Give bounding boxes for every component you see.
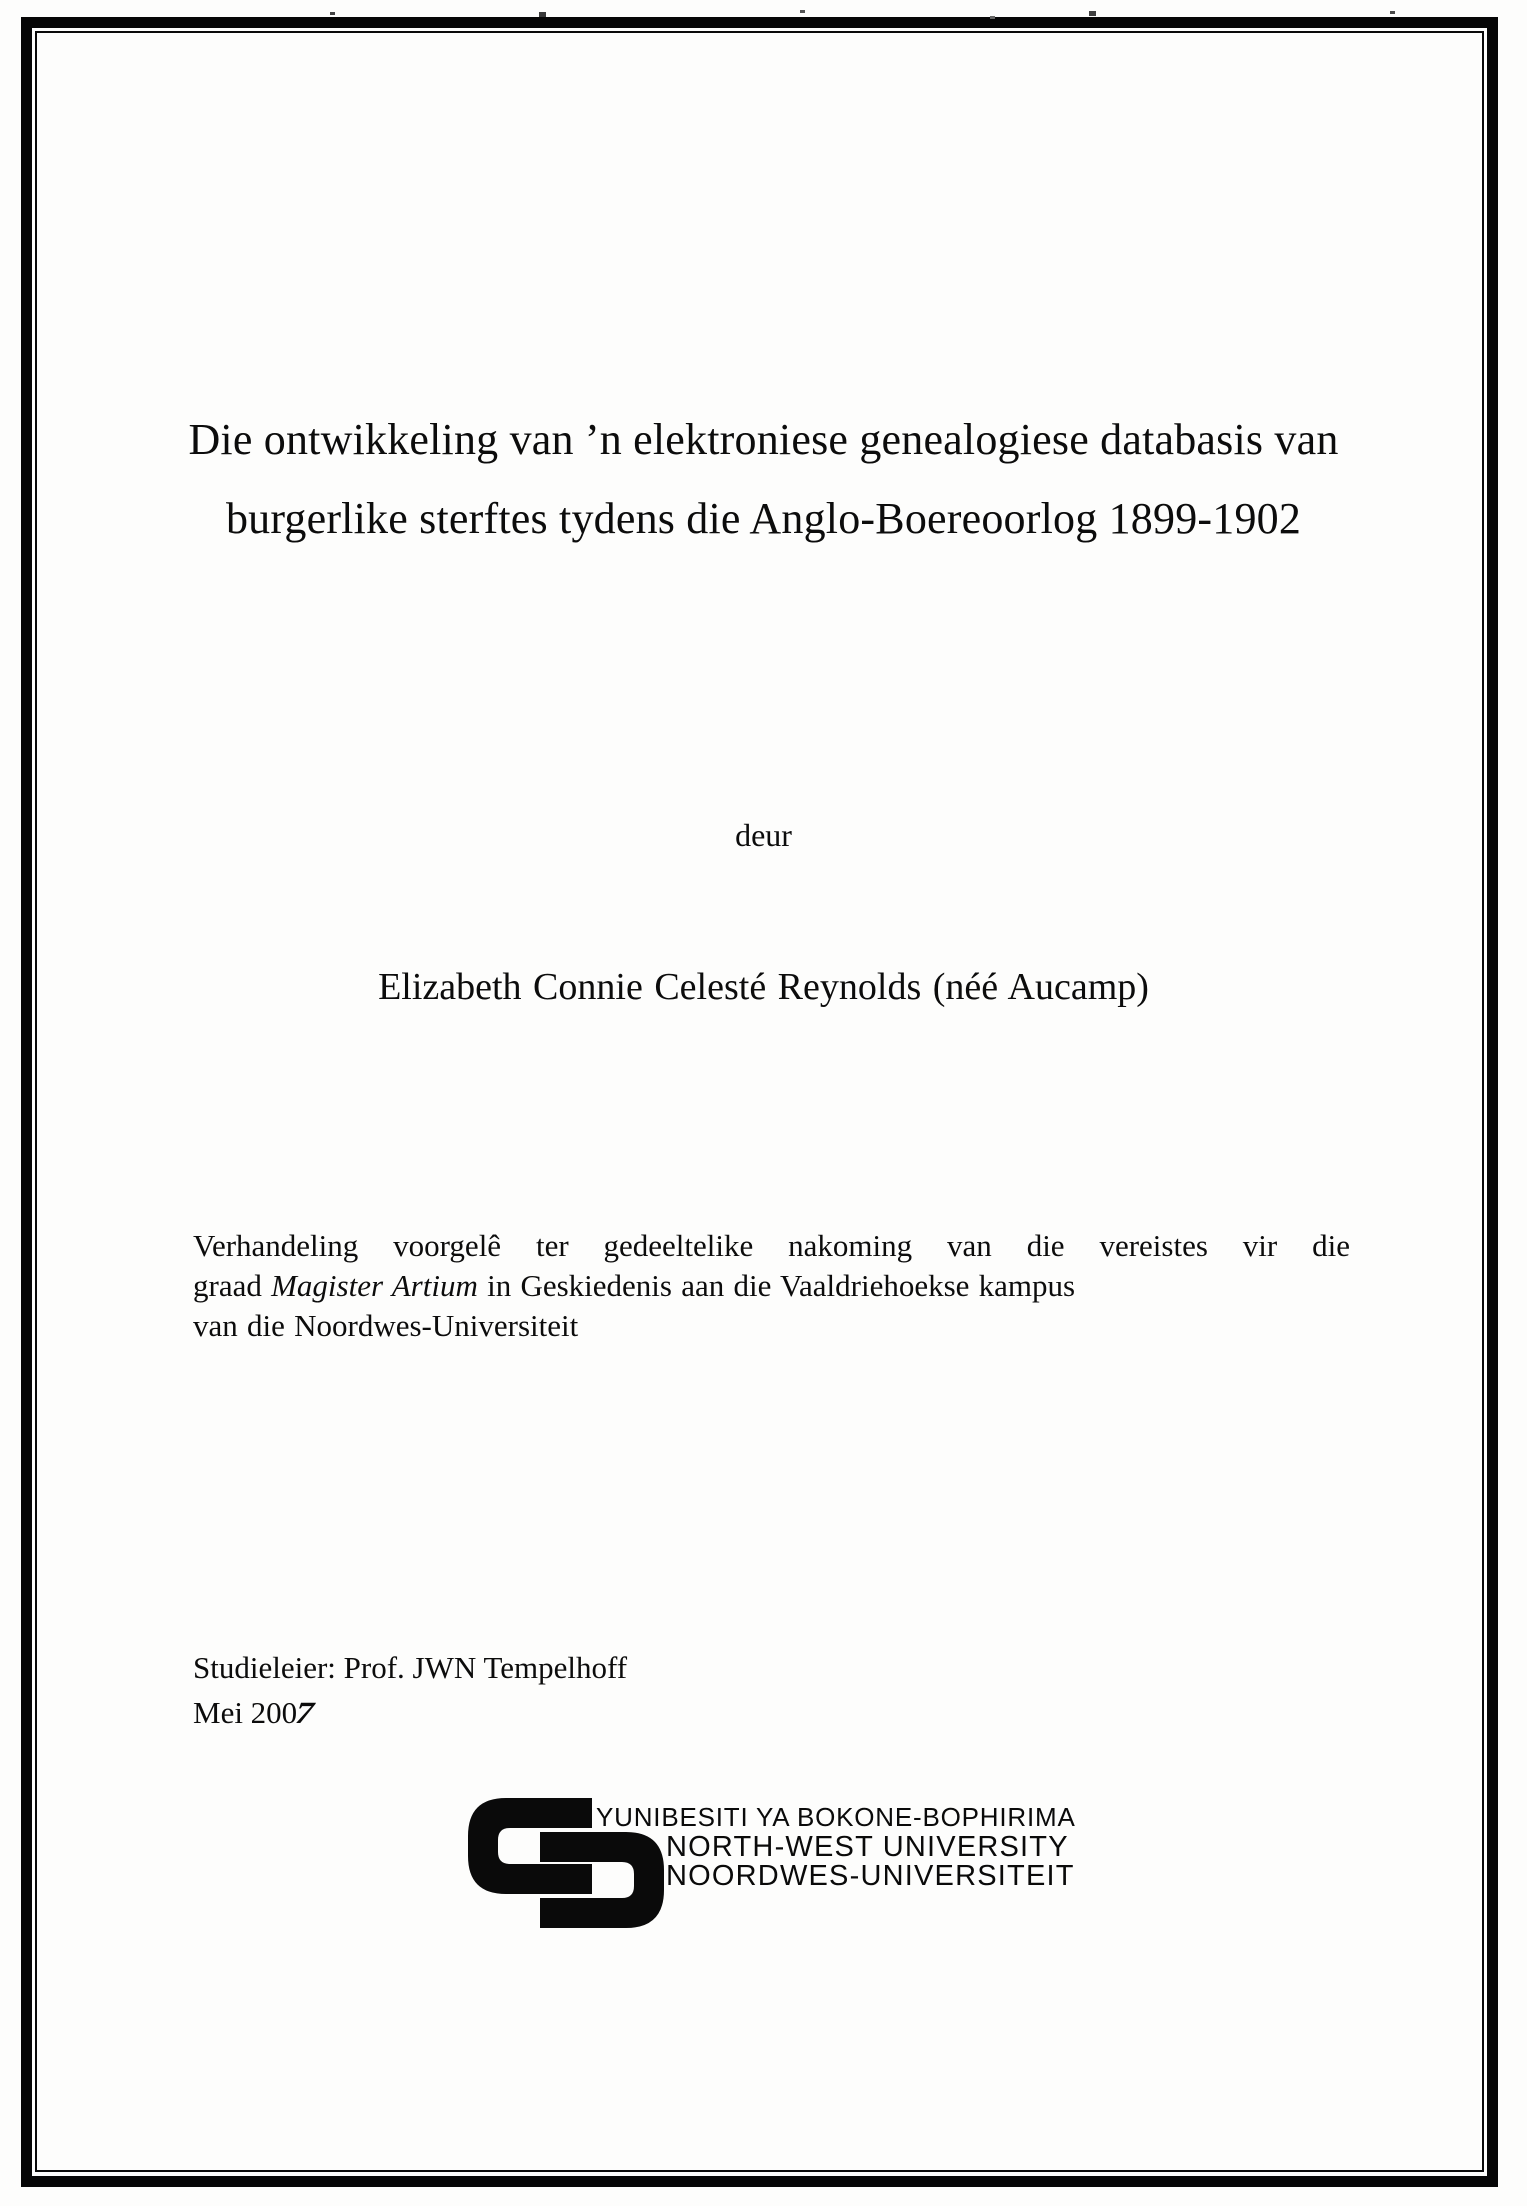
thesis-title-line1: Die ontwikkeling van ’n elektroniese genealogiese databasis van — [188, 415, 1339, 464]
logo-text-setswana: YUNIBESITI YA BOKONE-BOPHIRIMA — [596, 1802, 1076, 1832]
date-last-digit: 7 — [290, 1695, 320, 1730]
supervisor-line: Studieleier: Prof. JWN Tempelhoff — [193, 1650, 628, 1685]
date-line — [193, 1690, 1093, 1735]
degree-name-italic: Magister Artium — [271, 1268, 478, 1303]
scan-noise-specks — [330, 12, 335, 15]
degree-statement-line1: Verhandeling voorgelê ter gedeeltelike nakoming van die vereistes vir die — [193, 1228, 1350, 1263]
degree-statement-line2 — [193, 1266, 1350, 1306]
byline-deur: deur — [735, 817, 792, 853]
date-prefix: Mei 200 — [193, 1695, 298, 1730]
thesis-title — [100, 400, 1427, 558]
logo-text-afrikaans: NOORDWES-UNIVERSITEIT — [666, 1860, 1075, 1892]
logo-text-english: NORTH-WEST UNIVERSITY — [666, 1831, 1069, 1863]
degree-statement-line2-suffix: in Geskiedenis aan die Vaaldriehoekse kampus — [477, 1268, 1076, 1303]
author-name: Elizabeth Connie Celesté Reynolds (néé Aucamp) — [378, 966, 1149, 1008]
supervisor-block — [193, 1645, 1093, 1735]
degree-statement — [193, 1226, 1350, 1346]
thesis-title-line2: burgerlike sterftes tydens die Anglo-Boereoorlog 1899-1902 — [225, 494, 1302, 543]
university-logo — [468, 1798, 1368, 1933]
degree-statement-line2-prefix: graad — [193, 1268, 272, 1303]
degree-statement-line3: van die Noordwes-Universiteit — [193, 1308, 579, 1343]
